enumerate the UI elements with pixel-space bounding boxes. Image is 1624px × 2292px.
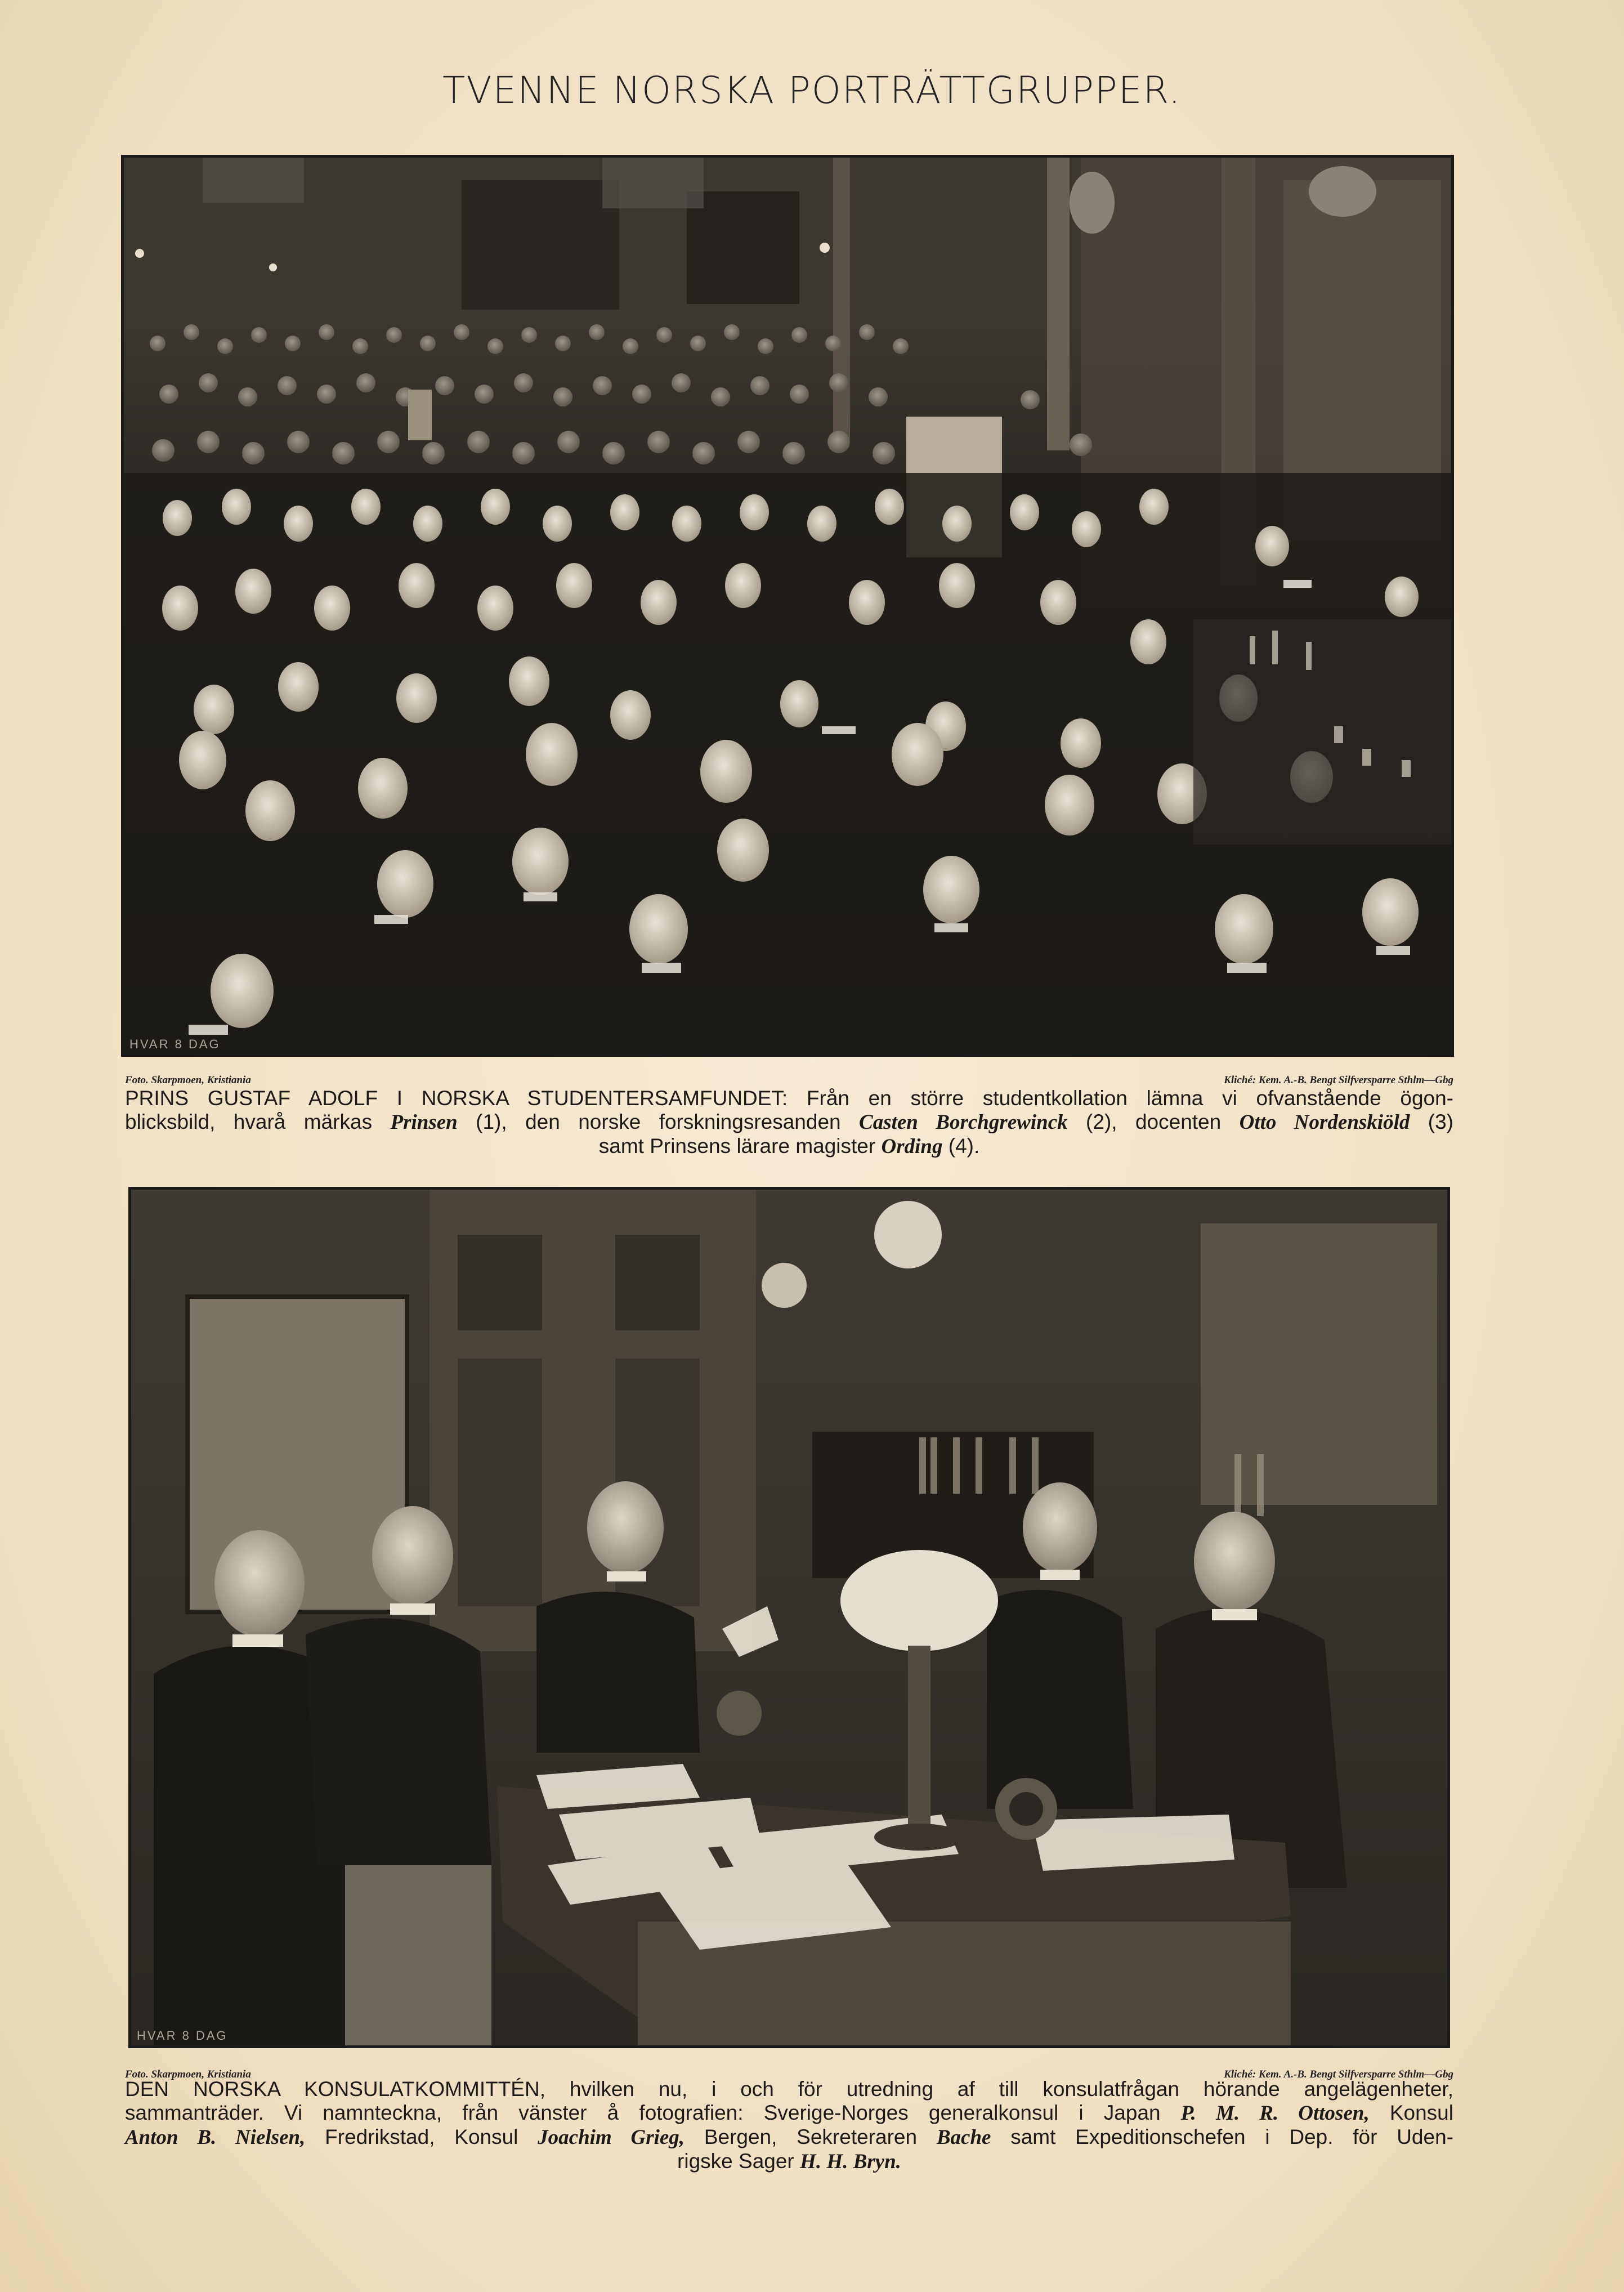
name-ording: Ording (881, 1135, 943, 1158)
engraving-credit: Kliché: Kem. A.-B. Bengt Silfversparre Sthlm—Gbg (1224, 1074, 1453, 1086)
consulate-committee-image (131, 1190, 1447, 2045)
name-nielsen: Anton B. Nielsen, (125, 2126, 306, 2149)
name-borchgrewinck: Casten Borchgrewinck (859, 1111, 1068, 1134)
caption-line: rigske Sager H. H. Bryn. (677, 2150, 901, 2173)
caption-line: samt Prinsens lärare magister Ording (4). (598, 1134, 980, 1158)
caption-lead: DEN NORSKA KONSULATKOMMITTÉN, (125, 2077, 545, 2101)
caption-line: Anton B. Nielsen, Fredrikstad, Konsul Joachim Grieg, Bergen, Sekreteraren Bache samt Expeditionschefen i Dep. för Uden- (125, 2125, 1453, 2149)
name-bryn: H. H. Bryn. (800, 2150, 901, 2173)
photo-credit: Foto. Skarpmoen, Kristiania (125, 2068, 251, 2080)
photo-credit: Foto. Skarpmoen, Kristiania (125, 1074, 251, 1086)
name-nordenskiold: Otto Nordenskiöld (1239, 1111, 1410, 1134)
caption-line: sammanträder. Vi namnteckna, från vänster å fotografien: Sverige-Norges generalkonsul i Japan P. M. R. Ottosen, Konsul (125, 2101, 1453, 2125)
photo-watermark: HVAR 8 DAG (137, 2029, 228, 2043)
caption-line: blicksbild, hvarå märkas Prinsen (1), den norske forskningsresanden Casten Borchgrewinck (2), docenten Otto Nordenskiöld (3) (125, 1110, 1454, 1134)
photo-credits (125, 1074, 1453, 1087)
caption-line: DEN NORSKA KONSULATKOMMITTÉN, hvilken nu, i och för utredning af till konsulatfrågan hörande angelägenheter, (125, 2077, 1453, 2101)
student-gathering-photo (121, 155, 1454, 1057)
consulate-committee-photo (128, 1187, 1450, 2048)
student-gathering-caption (125, 1087, 1453, 1159)
student-gathering-image (124, 158, 1451, 1054)
photo-watermark: HVAR 8 DAG (129, 1037, 221, 1051)
caption-lead: PRINS GUSTAF ADOLF I NORSKA STUDENTERSAMFUNDET: (125, 1087, 788, 1110)
name-prinsen: Prinsen (390, 1111, 458, 1134)
name-ottosen: P. M. R. Ottosen, (1180, 2102, 1370, 2125)
name-bache: Bache (936, 2126, 991, 2149)
caption-line: PRINS GUSTAF ADOLF I NORSKA STUDENTERSAMFUNDET: Från en större studentkollation lämna vi ofvanstående ögon- (125, 1087, 1453, 1110)
page-title: TVENNE NORSKA PORTRÄTTGRUPPER. (442, 69, 1182, 112)
engraving-credit: Kliché: Kem. A.-B. Bengt Silfversparre Sthlm—Gbg (1224, 2068, 1453, 2080)
consulate-committee-caption (125, 2077, 1453, 2174)
name-grieg: Joachim Grieg, (538, 2126, 685, 2149)
